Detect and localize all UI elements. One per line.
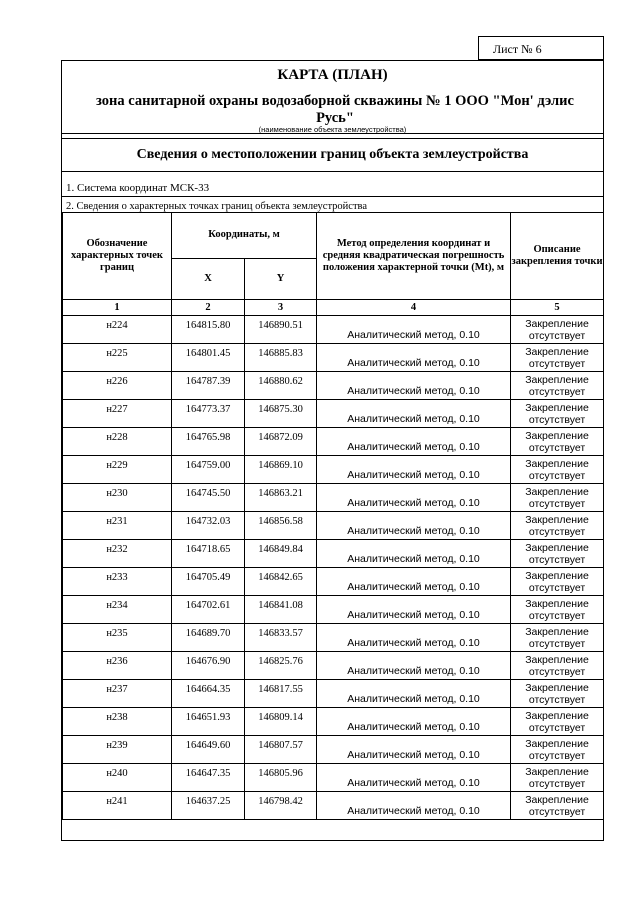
divider	[62, 196, 603, 197]
column-number: 1	[63, 300, 172, 316]
description-cell-text: Закрепление отсутствует	[525, 793, 589, 818]
method-cell	[317, 512, 511, 540]
table-row	[63, 484, 604, 512]
point-id	[63, 596, 172, 624]
header-coordinates: Координаты, м	[172, 213, 317, 259]
coord-x-text: 164676.90	[185, 656, 231, 667]
coord-x	[172, 624, 245, 652]
coord-x	[172, 596, 245, 624]
coord-y-text: 146875.30	[258, 404, 303, 415]
method-cell	[317, 568, 511, 596]
coord-y	[245, 428, 317, 456]
description-cell	[511, 540, 604, 568]
method-cell-text: Аналитический метод, 0.10	[347, 412, 480, 425]
header-method: Метод определения координат и средняя квадратическая погрешность положения характерной точки (Mt), м	[317, 213, 511, 300]
description-cell-text: Закрепление отсутствует	[525, 709, 589, 734]
table-row	[63, 652, 604, 680]
coord-x	[172, 400, 245, 428]
table-row	[63, 512, 604, 540]
description-cell	[511, 400, 604, 428]
method-cell	[317, 736, 511, 764]
table-row	[63, 316, 604, 344]
point-id-text: н228	[106, 432, 128, 443]
coord-x-text: 164689.70	[185, 628, 231, 639]
method-cell-text: Аналитический метод, 0.10	[347, 608, 480, 621]
table-row	[63, 764, 604, 792]
coord-x-text: 164718.65	[185, 544, 231, 555]
coord-y	[245, 344, 317, 372]
table-row	[63, 792, 604, 820]
method-cell-text: Аналитический метод, 0.10	[347, 328, 480, 341]
coord-x-text: 164647.35	[185, 768, 231, 779]
description-cell-text: Закрепление отсутствует	[525, 737, 589, 762]
header-x: X	[172, 258, 245, 299]
header-description: Описание закрепления точки	[511, 213, 604, 300]
point-id	[63, 344, 172, 372]
map-title: КАРТА (ПЛАН)	[277, 67, 388, 83]
description-cell-text: Закрепление отсутствует	[525, 317, 589, 342]
description-cell-text: Закрепление отсутствует	[525, 457, 589, 482]
coord-x	[172, 736, 245, 764]
method-cell-text: Аналитический метод, 0.10	[347, 552, 480, 565]
description-cell-text: Закрепление отсутствует	[525, 653, 589, 678]
method-cell-text: Аналитический метод, 0.10	[347, 804, 480, 817]
coord-x-text: 164773.37	[185, 404, 231, 415]
coord-y	[245, 652, 317, 680]
coord-y	[245, 680, 317, 708]
method-cell	[317, 484, 511, 512]
coord-x-text: 164664.35	[185, 684, 231, 695]
coord-x	[172, 428, 245, 456]
description-cell	[511, 568, 604, 596]
point-id-text: н229	[106, 460, 128, 471]
point-id-text: н239	[106, 740, 128, 751]
header-y: Y	[245, 258, 317, 299]
point-id	[63, 568, 172, 596]
method-cell-text: Аналитический метод, 0.10	[347, 664, 480, 677]
zone-title: зона санитарной охраны водозаборной скважины № 1 ООО "Мон' дэлис Русь"	[96, 93, 574, 126]
coord-y-text: 146863.21	[258, 488, 303, 499]
point-id-text: н235	[106, 628, 128, 639]
method-cell	[317, 764, 511, 792]
point-id-text: н231	[106, 516, 128, 527]
coord-y-text: 146872.09	[258, 432, 303, 443]
table-row	[63, 344, 604, 372]
description-cell	[511, 316, 604, 344]
description-cell	[511, 372, 604, 400]
coord-x	[172, 708, 245, 736]
method-cell	[317, 428, 511, 456]
coord-y-text: 146841.08	[258, 600, 303, 611]
method-cell	[317, 624, 511, 652]
description-cell-text: Закрепление отсутствует	[525, 625, 589, 650]
description-cell	[511, 764, 604, 792]
coord-y	[245, 540, 317, 568]
point-id	[63, 792, 172, 820]
point-id	[63, 736, 172, 764]
coord-x	[172, 792, 245, 820]
coord-y	[245, 624, 317, 652]
coord-x	[172, 652, 245, 680]
method-cell	[317, 540, 511, 568]
method-cell-text: Аналитический метод, 0.10	[347, 580, 480, 593]
point-id	[63, 680, 172, 708]
points-heading: 2. Сведения о характерных точках границ объекта землеустройства	[66, 201, 368, 212]
description-cell	[511, 736, 604, 764]
point-id-text: н232	[106, 544, 128, 555]
method-cell-text: Аналитический метод, 0.10	[347, 776, 480, 789]
description-cell	[511, 680, 604, 708]
point-id	[63, 624, 172, 652]
point-id-text: н230	[106, 488, 128, 499]
method-cell-text: Аналитический метод, 0.10	[347, 356, 480, 369]
description-cell-text: Закрепление отсутствует	[525, 373, 589, 398]
point-id-text: н227	[106, 404, 128, 415]
coord-x-text: 164637.25	[185, 796, 231, 807]
coord-y	[245, 372, 317, 400]
method-cell	[317, 400, 511, 428]
description-cell-text: Закрепление отсутствует	[525, 485, 589, 510]
description-cell-text: Закрепление отсутствует	[525, 681, 589, 706]
sheet-number: Лист № 6	[478, 36, 604, 60]
coord-x-text: 164745.50	[185, 488, 231, 499]
point-id-text: н240	[106, 768, 128, 779]
column-number: 4	[317, 300, 511, 316]
coord-y-text: 146833.57	[258, 628, 303, 639]
method-cell-text: Аналитический метод, 0.10	[347, 636, 480, 649]
table-row	[63, 736, 604, 764]
description-cell	[511, 624, 604, 652]
description-cell	[511, 792, 604, 820]
coord-x	[172, 764, 245, 792]
table-row	[63, 680, 604, 708]
table-row	[63, 428, 604, 456]
coord-x	[172, 680, 245, 708]
coord-x-text: 164649.60	[185, 740, 231, 751]
method-cell-text: Аналитический метод, 0.10	[347, 440, 480, 453]
coord-x	[172, 568, 245, 596]
coord-x	[172, 456, 245, 484]
description-cell	[511, 708, 604, 736]
coord-x-text: 164732.03	[185, 516, 231, 527]
coord-x-text: 164765.98	[185, 432, 231, 443]
method-cell-text: Аналитический метод, 0.10	[347, 692, 480, 705]
coord-x-text: 164702.61	[185, 600, 231, 611]
point-id-text: н224	[106, 320, 128, 331]
coord-x-text: 164815.80	[185, 320, 231, 331]
divider	[62, 138, 603, 139]
section-title: Сведения о местоположении границ объекта землеустройства	[136, 147, 529, 162]
coord-y-text: 146890.51	[258, 320, 303, 331]
method-cell	[317, 596, 511, 624]
coord-y-text: 146817.55	[258, 684, 303, 695]
coord-y	[245, 484, 317, 512]
coord-y	[245, 316, 317, 344]
coord-y-text: 146842.65	[258, 572, 303, 583]
table-row	[63, 456, 604, 484]
coord-system: 1. Система координат МСК-33	[66, 182, 210, 194]
description-cell	[511, 428, 604, 456]
column-number: 2	[172, 300, 245, 316]
coord-y	[245, 596, 317, 624]
coord-x	[172, 484, 245, 512]
method-cell	[317, 344, 511, 372]
point-id	[63, 484, 172, 512]
point-id	[63, 456, 172, 484]
method-cell	[317, 652, 511, 680]
column-number: 5	[511, 300, 604, 316]
method-cell	[317, 708, 511, 736]
coord-y-text: 146856.58	[258, 516, 303, 527]
point-id	[63, 540, 172, 568]
method-cell-text: Аналитический метод, 0.10	[347, 748, 480, 761]
coord-x-text: 164651.93	[185, 712, 231, 723]
coord-x-text: 164705.49	[185, 572, 231, 583]
description-cell	[511, 512, 604, 540]
table-row	[63, 596, 604, 624]
description-cell	[511, 484, 604, 512]
coord-y-text: 146869.10	[258, 460, 303, 471]
point-id	[63, 372, 172, 400]
method-cell-text: Аналитический метод, 0.10	[347, 524, 480, 537]
coord-y-text: 146809.14	[258, 712, 303, 723]
coord-y	[245, 568, 317, 596]
point-id-text: н226	[106, 376, 128, 387]
coord-y	[245, 764, 317, 792]
point-id	[63, 400, 172, 428]
point-id-text: н241	[106, 796, 128, 807]
method-cell-text: Аналитический метод, 0.10	[347, 384, 480, 397]
header-designation: Обозначение характерных точек границ	[63, 213, 172, 300]
object-caption: (наименование объекта землеустройства)	[258, 125, 407, 134]
coord-x	[172, 316, 245, 344]
coord-y-text: 146807.57	[258, 740, 303, 751]
coord-x-text: 164787.39	[185, 376, 231, 387]
coord-x-text: 164759.00	[185, 460, 231, 471]
table-row	[63, 372, 604, 400]
description-cell	[511, 596, 604, 624]
coord-x-text: 164801.45	[185, 348, 231, 359]
coord-x	[172, 512, 245, 540]
description-cell-text: Закрепление отсутствует	[525, 513, 589, 538]
method-cell	[317, 456, 511, 484]
description-cell-text: Закрепление отсутствует	[525, 429, 589, 454]
method-cell	[317, 316, 511, 344]
description-cell-text: Закрепление отсутствует	[525, 401, 589, 426]
point-id	[63, 428, 172, 456]
table-row	[63, 540, 604, 568]
table-row-empty	[63, 820, 604, 837]
point-id-text: н234	[106, 600, 128, 611]
table-row	[63, 624, 604, 652]
description-cell-text: Закрепление отсутствует	[525, 765, 589, 790]
table-row	[63, 568, 604, 596]
description-cell	[511, 456, 604, 484]
coord-x	[172, 372, 245, 400]
coord-y-text: 146825.76	[258, 656, 303, 667]
point-id-text: н238	[106, 712, 128, 723]
coord-y-text: 146880.62	[258, 376, 303, 387]
coord-y	[245, 792, 317, 820]
method-cell-text: Аналитический метод, 0.10	[347, 496, 480, 509]
table-row	[63, 708, 604, 736]
point-id	[63, 764, 172, 792]
coord-y	[245, 456, 317, 484]
coord-x	[172, 344, 245, 372]
description-cell-text: Закрепление отсутствует	[525, 541, 589, 566]
description-cell	[511, 344, 604, 372]
coord-y-text: 146885.83	[258, 348, 303, 359]
point-id	[63, 708, 172, 736]
coord-y-text: 146798.42	[258, 796, 303, 807]
description-cell-text: Закрепление отсутствует	[525, 569, 589, 594]
description-cell-text: Закрепление отсутствует	[525, 597, 589, 622]
coord-y	[245, 708, 317, 736]
table-row	[63, 400, 604, 428]
points-table	[62, 212, 604, 836]
divider	[62, 133, 603, 134]
description-cell	[511, 652, 604, 680]
point-id-text: н237	[106, 684, 128, 695]
point-id-text: н225	[106, 348, 128, 359]
point-id	[63, 512, 172, 540]
coord-y	[245, 400, 317, 428]
coord-y	[245, 736, 317, 764]
method-cell-text: Аналитический метод, 0.10	[347, 720, 480, 733]
coord-x	[172, 540, 245, 568]
column-number: 3	[245, 300, 317, 316]
point-id-text: н236	[106, 656, 128, 667]
point-id-text: н233	[106, 572, 128, 583]
divider	[62, 171, 603, 172]
point-id	[63, 652, 172, 680]
method-cell	[317, 680, 511, 708]
method-cell-text: Аналитический метод, 0.10	[347, 468, 480, 481]
method-cell	[317, 372, 511, 400]
method-cell	[317, 792, 511, 820]
coord-y	[245, 512, 317, 540]
point-id	[63, 316, 172, 344]
coord-y-text: 146849.84	[258, 544, 303, 555]
description-cell-text: Закрепление отсутствует	[525, 345, 589, 370]
coord-y-text: 146805.96	[258, 768, 303, 779]
